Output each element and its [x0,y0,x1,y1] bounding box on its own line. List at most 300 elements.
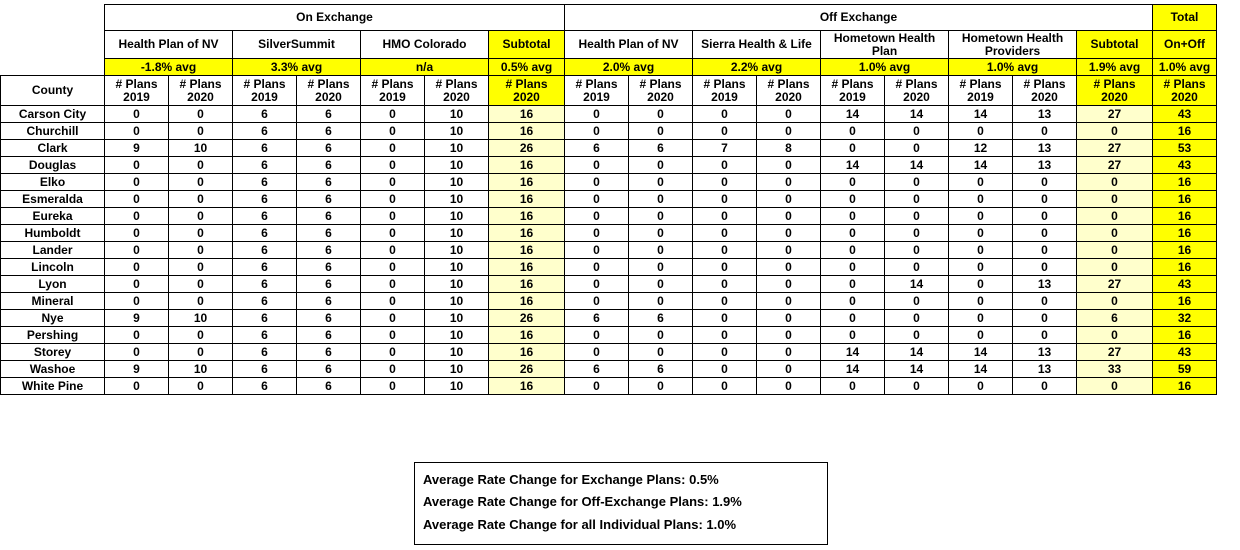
cell-plan-count: 8 [757,140,821,157]
cell-plan-count: 0 [821,378,885,395]
cell-plan-count: 0 [361,327,425,344]
cell-total: 16 [1153,225,1217,242]
cell-plan-count: 0 [361,208,425,225]
row-header-county: Storey [1,344,105,361]
cell-total: 16 [1153,259,1217,276]
cell-plan-count: 0 [693,293,757,310]
cell-plan-count: 0 [169,225,233,242]
cell-plan-count: 0 [629,344,693,361]
cell-plan-count: 7 [693,140,757,157]
carrier-off-health-plan-of-nv: Health Plan of NV [565,31,693,59]
cell-plan-count: 0 [169,174,233,191]
blank-cell [1,31,105,59]
cell-plan-count: 0 [169,259,233,276]
cell-plan-count: 6 [233,157,297,174]
cell-plan-count: 6 [233,191,297,208]
cell-plan-count: 0 [821,259,885,276]
table-row [1,123,1217,140]
cell-plan-count: 0 [757,344,821,361]
cell-plan-count: 0 [885,310,949,327]
cell-plan-count: 0 [105,327,169,344]
cell-plan-count: 10 [425,191,489,208]
carrier-on-health-plan-of-nv: Health Plan of NV [105,31,233,59]
cell-on-subtotal: 16 [489,344,565,361]
cell-off-subtotal: 0 [1077,208,1153,225]
cell-plan-count: 0 [629,191,693,208]
cell-on-subtotal: 16 [489,157,565,174]
cell-plan-count: 6 [565,140,629,157]
cell-plan-count: 0 [629,157,693,174]
cell-plan-count: 9 [105,140,169,157]
cell-plan-count: 10 [425,225,489,242]
table-row [1,191,1217,208]
row-header-county: Humboldt [1,225,105,242]
cell-plan-count: 10 [425,174,489,191]
cell-plan-count: 6 [233,123,297,140]
table-row [1,259,1217,276]
cell-plan-count: 0 [565,276,629,293]
cell-plan-count: 0 [949,208,1013,225]
cell-plan-count: 0 [693,208,757,225]
cell-on-subtotal: 16 [489,208,565,225]
row-header-county: Pershing [1,327,105,344]
avg-on-health-plan-of-nv: -1.8% avg [105,59,233,76]
cell-plan-count: 9 [105,310,169,327]
cell-on-subtotal: 16 [489,293,565,310]
cell-plan-count: 0 [885,191,949,208]
cell-plan-count: 0 [1013,378,1077,395]
cell-plan-count: 6 [233,310,297,327]
cell-plan-count: 0 [1013,327,1077,344]
cell-plan-count: 10 [425,259,489,276]
cell-plan-count: 0 [105,106,169,123]
cell-off-subtotal: 0 [1077,293,1153,310]
cell-plan-count: 0 [361,378,425,395]
cell-plan-count: 0 [757,327,821,344]
cell-plan-count: 6 [233,106,297,123]
row-header-county: Churchill [1,123,105,140]
cell-plan-count: 0 [885,174,949,191]
cell-on-subtotal: 16 [489,378,565,395]
cell-plan-count: 0 [821,191,885,208]
cell-plan-count: 0 [1013,310,1077,327]
cell-plan-count: 0 [361,276,425,293]
group-header-on-exchange: On Exchange [105,5,565,31]
cell-on-subtotal: 26 [489,361,565,378]
cell-total: 43 [1153,276,1217,293]
row-header-county: Esmeralda [1,191,105,208]
cell-plan-count: 0 [629,327,693,344]
cell-off-subtotal: 0 [1077,242,1153,259]
cell-plan-count: 14 [885,276,949,293]
cell-plan-count: 6 [233,225,297,242]
cell-plan-count: 9 [105,361,169,378]
cell-plan-count: 0 [1013,259,1077,276]
cell-plan-count: 0 [565,208,629,225]
cell-off-subtotal: 0 [1077,174,1153,191]
cell-plan-count: 0 [1013,225,1077,242]
cell-plan-count: 0 [821,140,885,157]
cell-total: 32 [1153,310,1217,327]
cell-plan-count: 0 [885,123,949,140]
cell-plan-count: 0 [105,174,169,191]
column-header-off-hpnv-2019: # Plans 2019 [565,76,629,106]
avg-off-health-plan-of-nv: 2.0% avg [565,59,693,76]
cell-plan-count: 0 [105,208,169,225]
cell-plan-count: 0 [565,327,629,344]
cell-on-subtotal: 16 [489,106,565,123]
carrier-on-subtotal: Subtotal [489,31,565,59]
cell-off-subtotal: 0 [1077,259,1153,276]
summary-note-box [414,462,828,545]
cell-total: 16 [1153,208,1217,225]
cell-plan-count: 0 [821,123,885,140]
cell-total: 43 [1153,106,1217,123]
note-exchange-average: Average Rate Change for Exchange Plans: 0.5% [423,472,719,487]
table-row [1,242,1217,259]
cell-plan-count: 6 [297,191,361,208]
cell-plan-count: 6 [297,276,361,293]
cell-on-subtotal: 16 [489,123,565,140]
cell-total: 16 [1153,174,1217,191]
cell-plan-count: 0 [885,208,949,225]
cell-plan-count: 10 [425,276,489,293]
cell-plan-count: 6 [297,157,361,174]
cell-plan-count: 0 [757,361,821,378]
cell-plan-count: 0 [949,293,1013,310]
cell-plan-count: 0 [949,191,1013,208]
cell-plan-count: 0 [693,123,757,140]
cell-plan-count: 0 [885,225,949,242]
cell-plan-count: 0 [105,378,169,395]
cell-plan-count: 6 [297,293,361,310]
cell-plan-count: 0 [105,259,169,276]
cell-plan-count: 0 [1013,242,1077,259]
cell-plan-count: 14 [821,157,885,174]
cell-plan-count: 0 [693,191,757,208]
column-header-off-sierra-2019: # Plans 2019 [693,76,757,106]
cell-plan-count: 0 [693,378,757,395]
table-row [1,361,1217,378]
cell-plan-count: 14 [821,361,885,378]
cell-plan-count: 0 [949,310,1013,327]
avg-off-hometown-health-providers: 1.0% avg [949,59,1077,76]
cell-plan-count: 10 [425,327,489,344]
cell-plan-count: 10 [425,123,489,140]
cell-plan-count: 0 [693,106,757,123]
cell-plan-count: 10 [425,361,489,378]
cell-plan-count: 0 [693,344,757,361]
cell-plan-count: 0 [629,174,693,191]
cell-plan-count: 0 [105,344,169,361]
column-header-on-silversummit-2019: # Plans 2019 [233,76,297,106]
column-header-on-hpnv-2019: # Plans 2019 [105,76,169,106]
cell-plan-count: 0 [105,191,169,208]
cell-plan-count: 0 [821,174,885,191]
row-header-county: Clark [1,140,105,157]
column-header-on-hmoco-2020: # Plans 2020 [425,76,489,106]
cell-plan-count: 0 [169,157,233,174]
column-header-off-hthpr-2020: # Plans 2020 [1013,76,1077,106]
column-header-county: County [1,76,105,106]
cell-plan-count: 6 [565,310,629,327]
cell-plan-count: 0 [629,259,693,276]
cell-plan-count: 6 [297,106,361,123]
cell-plan-count: 13 [1013,344,1077,361]
avg-off-hometown-health-plan: 1.0% avg [821,59,949,76]
row-header-county: Elko [1,174,105,191]
cell-plan-count: 6 [233,208,297,225]
cell-off-subtotal: 27 [1077,276,1153,293]
cell-on-subtotal: 16 [489,174,565,191]
cell-plan-count: 6 [629,361,693,378]
cell-plan-count: 0 [629,225,693,242]
carrier-on-hmo-colorado: HMO Colorado [361,31,489,59]
cell-plan-count: 0 [361,242,425,259]
cell-plan-count: 0 [693,242,757,259]
cell-plan-count: 0 [821,276,885,293]
cell-plan-count: 0 [565,157,629,174]
cell-plan-count: 0 [565,191,629,208]
cell-plan-count: 13 [1013,361,1077,378]
cell-on-subtotal: 16 [489,191,565,208]
cell-plan-count: 0 [693,225,757,242]
cell-on-subtotal: 26 [489,140,565,157]
table-row [1,378,1217,395]
cell-plan-count: 0 [169,327,233,344]
row-header-county: Carson City [1,106,105,123]
cell-plan-count: 0 [629,276,693,293]
cell-plan-count: 6 [233,293,297,310]
cell-plan-count: 0 [949,225,1013,242]
cell-plan-count: 0 [169,191,233,208]
cell-plan-count: 0 [949,123,1013,140]
cell-plan-count: 10 [169,140,233,157]
plans-table [0,4,1217,395]
avg-on-hmo-colorado: n/a [361,59,489,76]
cell-plan-count: 6 [233,174,297,191]
cell-plan-count: 6 [297,140,361,157]
column-header-off-sierra-2020: # Plans 2020 [757,76,821,106]
row-header-county: Lyon [1,276,105,293]
cell-plan-count: 10 [425,344,489,361]
cell-plan-count: 0 [757,378,821,395]
row-header-county: Eureka [1,208,105,225]
cell-plan-count: 14 [949,106,1013,123]
cell-plan-count: 14 [885,157,949,174]
cell-plan-count: 6 [297,123,361,140]
cell-plan-count: 0 [565,174,629,191]
cell-plan-count: 14 [821,106,885,123]
cell-plan-count: 0 [105,157,169,174]
cell-plan-count: 0 [949,327,1013,344]
cell-off-subtotal: 27 [1077,140,1153,157]
cell-plan-count: 0 [361,225,425,242]
cell-plan-count: 0 [757,259,821,276]
cell-off-subtotal: 0 [1077,123,1153,140]
cell-plan-count: 0 [361,259,425,276]
row-header-county: Lincoln [1,259,105,276]
cell-plan-count: 6 [629,140,693,157]
cell-plan-count: 6 [233,361,297,378]
cell-plan-count: 0 [169,106,233,123]
cell-plan-count: 13 [1013,276,1077,293]
cell-plan-count: 14 [949,157,1013,174]
cell-off-subtotal: 0 [1077,327,1153,344]
cell-plan-count: 0 [757,242,821,259]
cell-plan-count: 6 [233,140,297,157]
cell-plan-count: 0 [105,123,169,140]
cell-on-subtotal: 26 [489,310,565,327]
cell-plan-count: 0 [693,310,757,327]
cell-plan-count: 0 [949,378,1013,395]
cell-total: 59 [1153,361,1217,378]
carrier-off-hometown-health-providers: Hometown Health Providers [949,31,1077,59]
cell-plan-count: 14 [885,344,949,361]
cell-plan-count: 0 [949,259,1013,276]
carrier-off-subtotal: Subtotal [1077,31,1153,59]
cell-plan-count: 0 [169,208,233,225]
cell-plan-count: 0 [821,293,885,310]
cell-plan-count: 0 [757,208,821,225]
cell-total: 16 [1153,242,1217,259]
cell-plan-count: 0 [821,208,885,225]
column-header-on-subtotal-2020: # Plans 2020 [489,76,565,106]
cell-plan-count: 0 [361,310,425,327]
avg-on-silversummit: 3.3% avg [233,59,361,76]
row-header-county: Washoe [1,361,105,378]
cell-off-subtotal: 33 [1077,361,1153,378]
cell-plan-count: 0 [169,293,233,310]
cell-plan-count: 13 [1013,157,1077,174]
cell-plan-count: 6 [233,327,297,344]
table-row [1,208,1217,225]
cell-on-subtotal: 16 [489,327,565,344]
cell-plan-count: 10 [425,378,489,395]
cell-plan-count: 6 [629,310,693,327]
column-header-off-hthp-2020: # Plans 2020 [885,76,949,106]
cell-plan-count: 12 [949,140,1013,157]
cell-plan-count: 0 [361,344,425,361]
cell-off-subtotal: 0 [1077,191,1153,208]
cell-plan-count: 0 [361,140,425,157]
cell-plan-count: 0 [821,225,885,242]
column-header-off-hthpr-2019: # Plans 2019 [949,76,1013,106]
avg-off-subtotal: 1.9% avg [1077,59,1153,76]
cell-plan-count: 0 [1013,208,1077,225]
cell-plan-count: 0 [821,242,885,259]
cell-on-subtotal: 16 [489,276,565,293]
corner-blank [1,5,105,31]
cell-plan-count: 6 [297,242,361,259]
cell-plan-count: 0 [565,106,629,123]
group-header-total: Total [1153,5,1217,31]
cell-plan-count: 6 [565,361,629,378]
row-header-county: Douglas [1,157,105,174]
cell-plan-count: 14 [949,344,1013,361]
cell-plan-count: 0 [757,106,821,123]
cell-plan-count: 6 [297,361,361,378]
cell-total: 43 [1153,157,1217,174]
cell-plan-count: 0 [169,276,233,293]
cell-plan-count: 10 [425,106,489,123]
cell-total: 16 [1153,293,1217,310]
cell-plan-count: 0 [949,276,1013,293]
cell-off-subtotal: 27 [1077,157,1153,174]
cell-plan-count: 0 [565,378,629,395]
table-row [1,106,1217,123]
cell-on-subtotal: 16 [489,259,565,276]
cell-plan-count: 10 [425,208,489,225]
blank-cell [1,59,105,76]
cell-plan-count: 10 [425,157,489,174]
cell-plan-count: 0 [1013,293,1077,310]
cell-plan-count: 0 [565,293,629,310]
cell-plan-count: 0 [629,293,693,310]
cell-plan-count: 14 [885,361,949,378]
cell-off-subtotal: 0 [1077,378,1153,395]
cell-plan-count: 0 [757,157,821,174]
cell-plan-count: 0 [757,123,821,140]
cell-plan-count: 0 [693,157,757,174]
cell-plan-count: 0 [629,106,693,123]
cell-plan-count: 6 [297,378,361,395]
cell-plan-count: 0 [885,242,949,259]
carrier-off-hometown-health-plan: Hometown Health Plan [821,31,949,59]
cell-plan-count: 0 [105,242,169,259]
table-body [1,106,1217,395]
cell-plan-count: 0 [821,310,885,327]
cell-plan-count: 6 [297,344,361,361]
cell-off-subtotal: 27 [1077,106,1153,123]
cell-plan-count: 0 [757,310,821,327]
cell-plan-count: 0 [693,276,757,293]
cell-plan-count: 0 [361,293,425,310]
table-row [1,276,1217,293]
cell-plan-count: 0 [361,157,425,174]
column-header-off-hpnv-2020: # Plans 2020 [629,76,693,106]
cell-plan-count: 0 [757,293,821,310]
cell-plan-count: 0 [361,174,425,191]
note-all-plans-average: Average Rate Change for all Individual Plans: 1.0% [423,516,737,532]
column-header-off-subtotal-2020: # Plans 2020 [1077,76,1153,106]
cell-plan-count: 0 [361,191,425,208]
row-header-county: Mineral [1,293,105,310]
table-row [1,174,1217,191]
cell-plan-count: 0 [1013,123,1077,140]
cell-plan-count: 6 [233,378,297,395]
cell-plan-count: 0 [565,225,629,242]
cell-plan-count: 0 [629,242,693,259]
cell-plan-count: 6 [233,344,297,361]
column-header-off-hthp-2019: # Plans 2019 [821,76,885,106]
cell-plan-count: 0 [169,378,233,395]
cell-plan-count: 0 [949,174,1013,191]
column-header-on-hmoco-2019: # Plans 2019 [361,76,425,106]
cell-plan-count: 0 [885,140,949,157]
table-row [1,225,1217,242]
table-row [1,310,1217,327]
cell-plan-count: 0 [105,293,169,310]
cell-plan-count: 0 [757,276,821,293]
cell-plan-count: 0 [693,174,757,191]
cell-plan-count: 10 [425,140,489,157]
cell-plan-count: 0 [629,378,693,395]
cell-plan-count: 14 [885,106,949,123]
cell-plan-count: 6 [297,310,361,327]
cell-plan-count: 0 [821,327,885,344]
cell-total: 43 [1153,344,1217,361]
